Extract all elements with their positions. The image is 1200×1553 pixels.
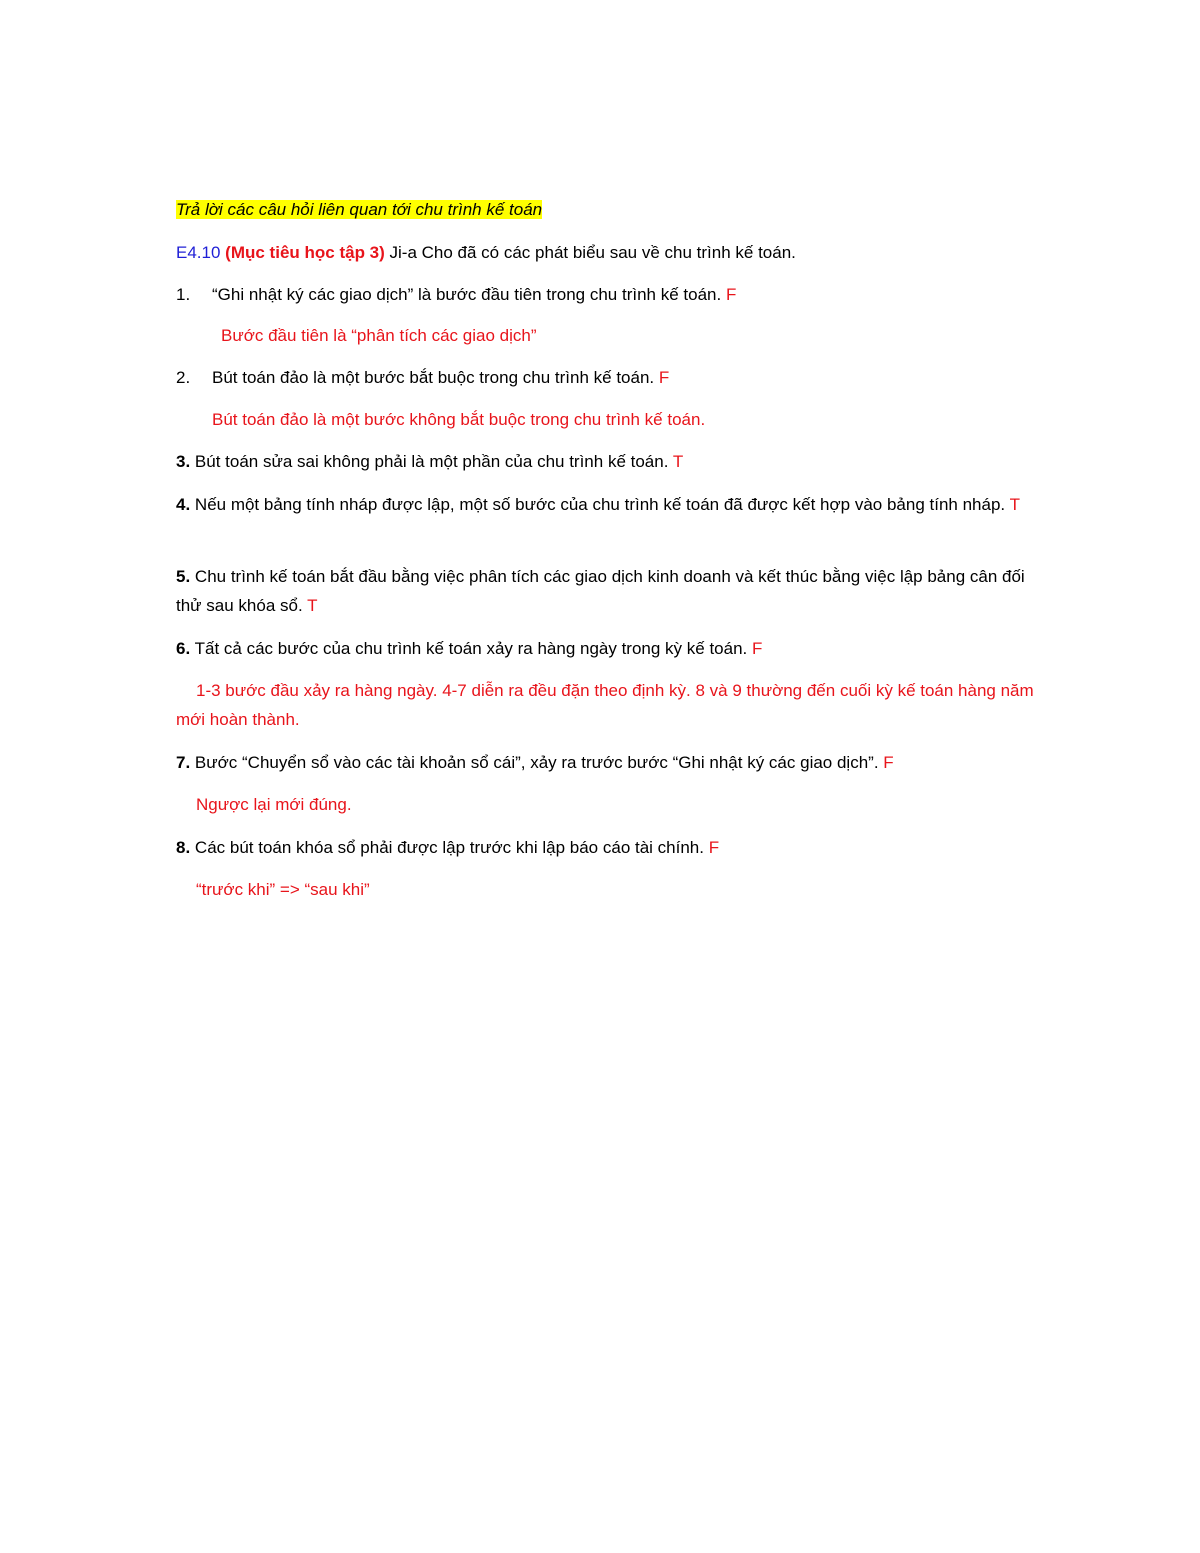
statement-answer: F bbox=[658, 368, 670, 387]
statement-5 bbox=[176, 562, 1046, 620]
statement-1 bbox=[176, 280, 1046, 309]
intro-text: Ji-a Cho đã có các phát biểu sau về chu trình kế toán. bbox=[384, 243, 796, 262]
explanation-6: 1-3 bước đầu xảy ra hàng ngày. 4-7 diễn ra đều đặn theo định kỳ. 8 và 9 thường đến cuối kỳ kế toán hàng năm mới hoàn thành. bbox=[176, 681, 1034, 729]
title-highlight: Trả lời các câu hỏi liên quan tới chu trình kế toán bbox=[176, 200, 543, 219]
statement-8 bbox=[176, 833, 1046, 862]
statement-number: 5. bbox=[176, 567, 191, 586]
statement-answer: F bbox=[725, 285, 737, 304]
exercise-intro bbox=[176, 238, 1046, 267]
statement-text: Các bút toán khóa sổ phải được lập trước khi lập báo cáo tài chính. bbox=[190, 838, 704, 857]
statement-number: 6. bbox=[176, 639, 191, 658]
statement-answer: F bbox=[708, 838, 720, 857]
statement-2 bbox=[176, 363, 1046, 392]
statement-number: 1. bbox=[176, 285, 191, 304]
statement-text: Bước “Chuyển sổ vào các tài khoản sổ cái”, xảy ra trước bước “Ghi nhật ký các giao dịch”. bbox=[190, 753, 879, 772]
statement-answer: T bbox=[307, 596, 318, 615]
learning-objective: (Mục tiêu học tập 3) bbox=[225, 243, 385, 262]
explanation-7: Ngược lại mới đúng. bbox=[196, 795, 352, 814]
statement-number: 8. bbox=[176, 838, 191, 857]
explanation-1: Bước đầu tiên là “phân tích các giao dịch” bbox=[221, 326, 537, 345]
statement-answer: F bbox=[752, 639, 763, 658]
statement-number: 2. bbox=[176, 368, 191, 387]
statement-answer: F bbox=[883, 753, 894, 772]
document-title bbox=[176, 195, 1046, 224]
statement-6 bbox=[176, 634, 1046, 663]
statement-7 bbox=[176, 748, 1046, 777]
statement-answer: T bbox=[672, 452, 684, 471]
statement-text: Bút toán đảo là một bước bắt buộc trong chu trình kế toán. bbox=[212, 368, 655, 387]
statement-answer: T bbox=[1009, 495, 1020, 514]
statement-text: Tất cả các bước của chu trình kế toán xảy ra hàng ngày trong kỳ kế toán. bbox=[190, 639, 748, 658]
statement-number: 3. bbox=[176, 452, 191, 471]
statement-3 bbox=[176, 447, 1046, 476]
statement-number: 7. bbox=[176, 753, 191, 772]
statement-text: Nếu một bảng tính nháp được lập, một số bước của chu trình kế toán đã được kết hợp vào bảng tính nháp. bbox=[190, 495, 1006, 514]
statement-text: “Ghi nhật ký các giao dịch” là bước đầu tiên trong chu trình kế toán. bbox=[212, 285, 722, 304]
statement-number: 4. bbox=[176, 495, 191, 514]
explanation-2: Bút toán đảo là một bước không bắt buộc trong chu trình kế toán. bbox=[212, 410, 706, 429]
explanation-8: “trước khi” => “sau khi” bbox=[196, 880, 370, 899]
statement-4 bbox=[176, 490, 1046, 519]
exercise-code: E4.10 bbox=[176, 243, 221, 262]
statement-text: Chu trình kế toán bắt đầu bằng việc phân tích các giao dịch kinh doanh và kết thúc bằng việc lập bảng cân đối thử sau khóa sổ. bbox=[176, 567, 1025, 615]
statement-text: Bút toán sửa sai không phải là một phần của chu trình kế toán. bbox=[190, 452, 669, 471]
